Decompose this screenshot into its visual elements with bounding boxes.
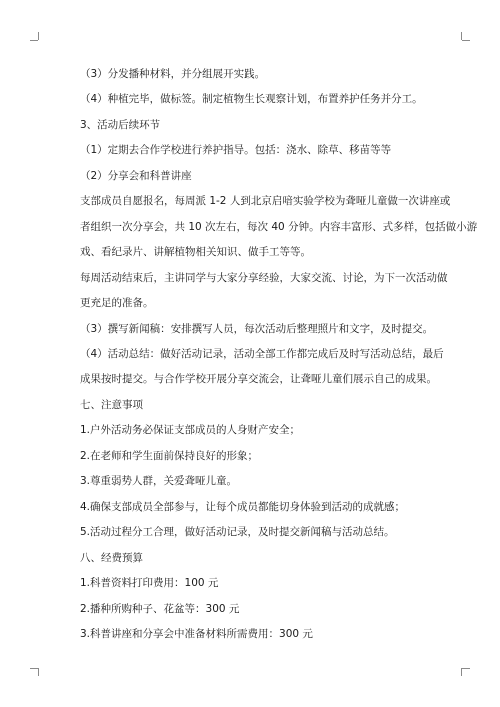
list-item: 3.尊重弱势人群，关爱聋哑儿童。 <box>80 475 238 488</box>
list-item: 2.在老师和学生面前保持良好的形象； <box>80 449 259 462</box>
section-heading: 八、经费预算 <box>80 551 143 564</box>
text-line: （3）分发播种材料，并分组展开实践。 <box>80 68 266 80</box>
text-line: 每周活动结束后，主讲同学与大家分享经验，大家交流、讨论，为下一次活动做 <box>80 271 448 284</box>
list-item: 1.户外活动务必保证支部成员的人身财产安全； <box>80 424 301 437</box>
list-item: 1.科普资料打印费用：100 元 <box>80 577 219 590</box>
text-line: （4）活动总结：做好活动记录，活动全部工作都完成后及时写活动总结，最后 <box>80 348 444 360</box>
text-line: 支部成员自愿报名，每周派 1-2 人到北京启喑实验学校为聋哑儿童做一次讲座或 <box>80 195 451 208</box>
text-line: （2）分享会和科普讲座 <box>80 169 192 182</box>
text-line: （1）定期去合作学校进行养护指导。包括：浇水、除草、移苗等等 <box>80 144 392 157</box>
list-item: 4.确保支部成员全部参与，让每个成员都能切身体验到活动的成就感； <box>80 500 406 513</box>
text-line: 成果按时提交。与合作学校开展分享交流会，让聋哑儿童们展示自己的成果。 <box>80 373 437 386</box>
text-line: （4）种植完毕，做标签。制定植物生长观察计划，布置养护任务并分工。 <box>80 93 423 106</box>
section-heading: 七、注意事项 <box>80 398 143 411</box>
text-line: 者组织一次分享会，共 10 次左右，每次 40 分钟。内容丰富形、式多样，包括做小游 <box>80 220 478 233</box>
list-item: 3.科普讲座和分享会中准备材料所需费用：300 元 <box>80 628 313 640</box>
list-item: 2.播种所购种子、花盆等：300 元 <box>80 602 240 615</box>
text-line: （3）撰写新闻稿：安排撰写人员，每次活动后整理照片和文字，及时提交。 <box>80 322 434 335</box>
section-heading: 3、活动后续环节 <box>80 118 161 131</box>
text-line: 更充足的准备。 <box>80 297 154 310</box>
list-item: 5.活动过程分工合理，做好活动记录，及时提交新闻稿与活动总结。 <box>80 526 395 539</box>
text-line: 戏、看纪录片、讲解植物相关知识、做手工等等。 <box>80 246 311 259</box>
